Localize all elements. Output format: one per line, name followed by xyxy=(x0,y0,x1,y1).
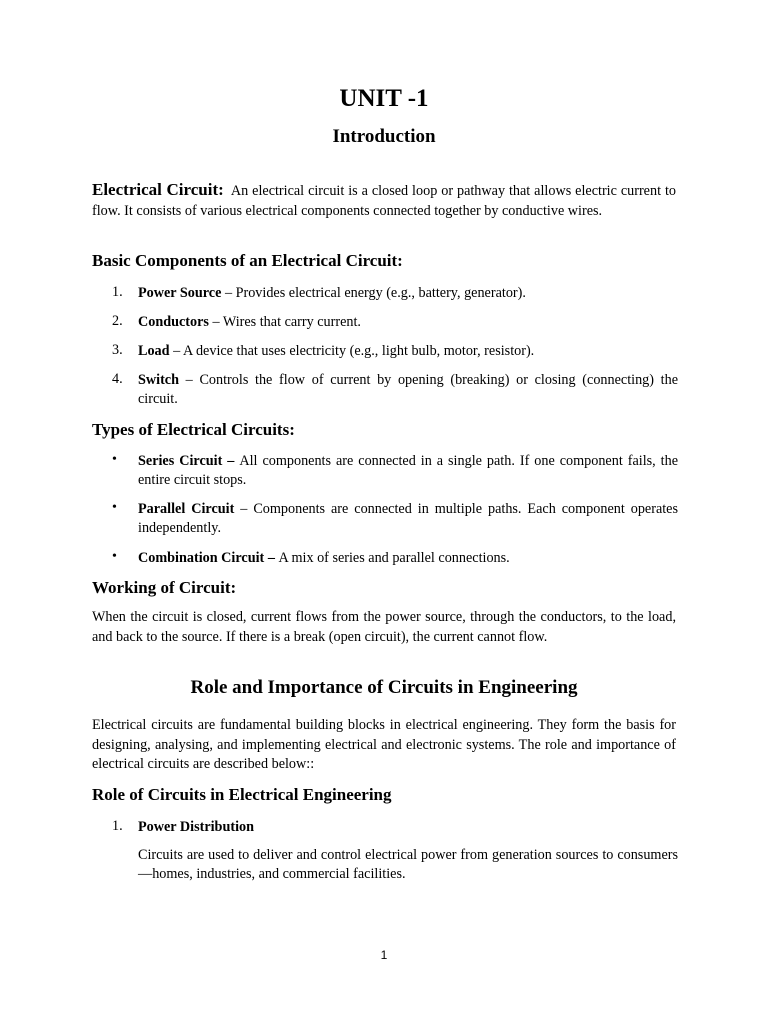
basic-components-heading: Basic Components of an Electrical Circuit: xyxy=(92,251,403,270)
list-item-description: Wires that carry current. xyxy=(222,314,361,330)
electrical-circuit-definition: An electrical circuit is a closed loop or pathway that allows electric current to flow. It consists of various electrical components connected together by conductive wires. xyxy=(92,183,676,219)
list-item-separator: – xyxy=(179,372,200,388)
list-item-number: 4. xyxy=(112,371,123,387)
list-item-separator: – xyxy=(221,285,236,301)
list-item-number: 2. xyxy=(112,313,123,329)
electrical-circuit-paragraph xyxy=(92,180,676,221)
list-item-separator: – xyxy=(264,550,279,566)
role-paragraph: Electrical circuits are fundamental building blocks in electrical engineering. They form the basis for designing, analysing, and implementing electrical and electronic systems. The role and importance of electrical circuits are described below:: xyxy=(92,717,676,772)
list-item-term: Power Source xyxy=(138,285,222,301)
page-number: 1 xyxy=(380,948,388,962)
list-item-number: 1. xyxy=(112,818,123,834)
list-item-description: All components are connected in a single path. If one component fails, the entire circuit stops. xyxy=(138,453,679,488)
types-heading: Types of Electrical Circuits: xyxy=(92,420,295,439)
list-item xyxy=(138,549,678,568)
list-item xyxy=(138,371,678,409)
list-item-description: Components are connected in multiple paths. Each component operates independently. xyxy=(138,501,679,536)
list-item-term: Conductors xyxy=(138,314,209,330)
list-item xyxy=(138,342,678,361)
electrical-circuit-term: Electrical Circuit: xyxy=(92,180,224,199)
list-item xyxy=(138,818,678,837)
list-item-description: A device that uses electricity (e.g., light bulb, motor, resistor). xyxy=(182,343,535,359)
list-item-separator: – xyxy=(169,343,183,359)
list-item xyxy=(138,500,678,538)
working-paragraph: When the circuit is closed, current flows from the power source, through the conductors, to the load, and back to the source. If there is a break (open circuit), the current cannot flow. xyxy=(92,609,676,645)
bullet-icon: • xyxy=(112,549,117,564)
list-item-number: 1. xyxy=(112,284,123,300)
bullet-icon: • xyxy=(112,500,117,515)
list-item xyxy=(138,452,678,490)
list-item-term: Load xyxy=(138,343,170,359)
list-item-term: Parallel Circuit xyxy=(138,501,235,517)
list-item-description: A mix of series and parallel connections. xyxy=(278,550,510,566)
list-item-separator: – xyxy=(222,453,240,469)
role-section-title: Role and Importance of Circuits in Engineering xyxy=(190,677,578,698)
list-item-term: Power Distribution xyxy=(138,819,254,835)
list-item-term: Series Circuit xyxy=(138,453,223,469)
list-item-description: Provides electrical energy (e.g., battery, generator). xyxy=(235,285,526,301)
list-item xyxy=(138,313,678,332)
list-item-separator: – xyxy=(234,501,254,517)
list-item-number: 3. xyxy=(112,342,123,358)
unit-title: UNIT -1 xyxy=(339,85,429,112)
list-item-description: Circuits are used to deliver and control electrical power from generation sources to consumers—homes, industries, and commercial facilities. xyxy=(138,847,678,882)
list-item-term: Switch xyxy=(138,372,179,388)
section-title: Introduction xyxy=(332,126,436,147)
role-subheading: Role of Circuits in Electrical Engineering xyxy=(92,785,392,804)
working-heading: Working of Circuit: xyxy=(92,578,237,597)
list-item-description: Controls the flow of current by opening (breaking) or closing (connecting) the circuit. xyxy=(138,372,679,407)
list-item-separator: – xyxy=(208,314,223,330)
list-item-term: Combination Circuit xyxy=(138,550,265,566)
bullet-icon: • xyxy=(112,452,117,467)
list-item xyxy=(138,284,678,303)
